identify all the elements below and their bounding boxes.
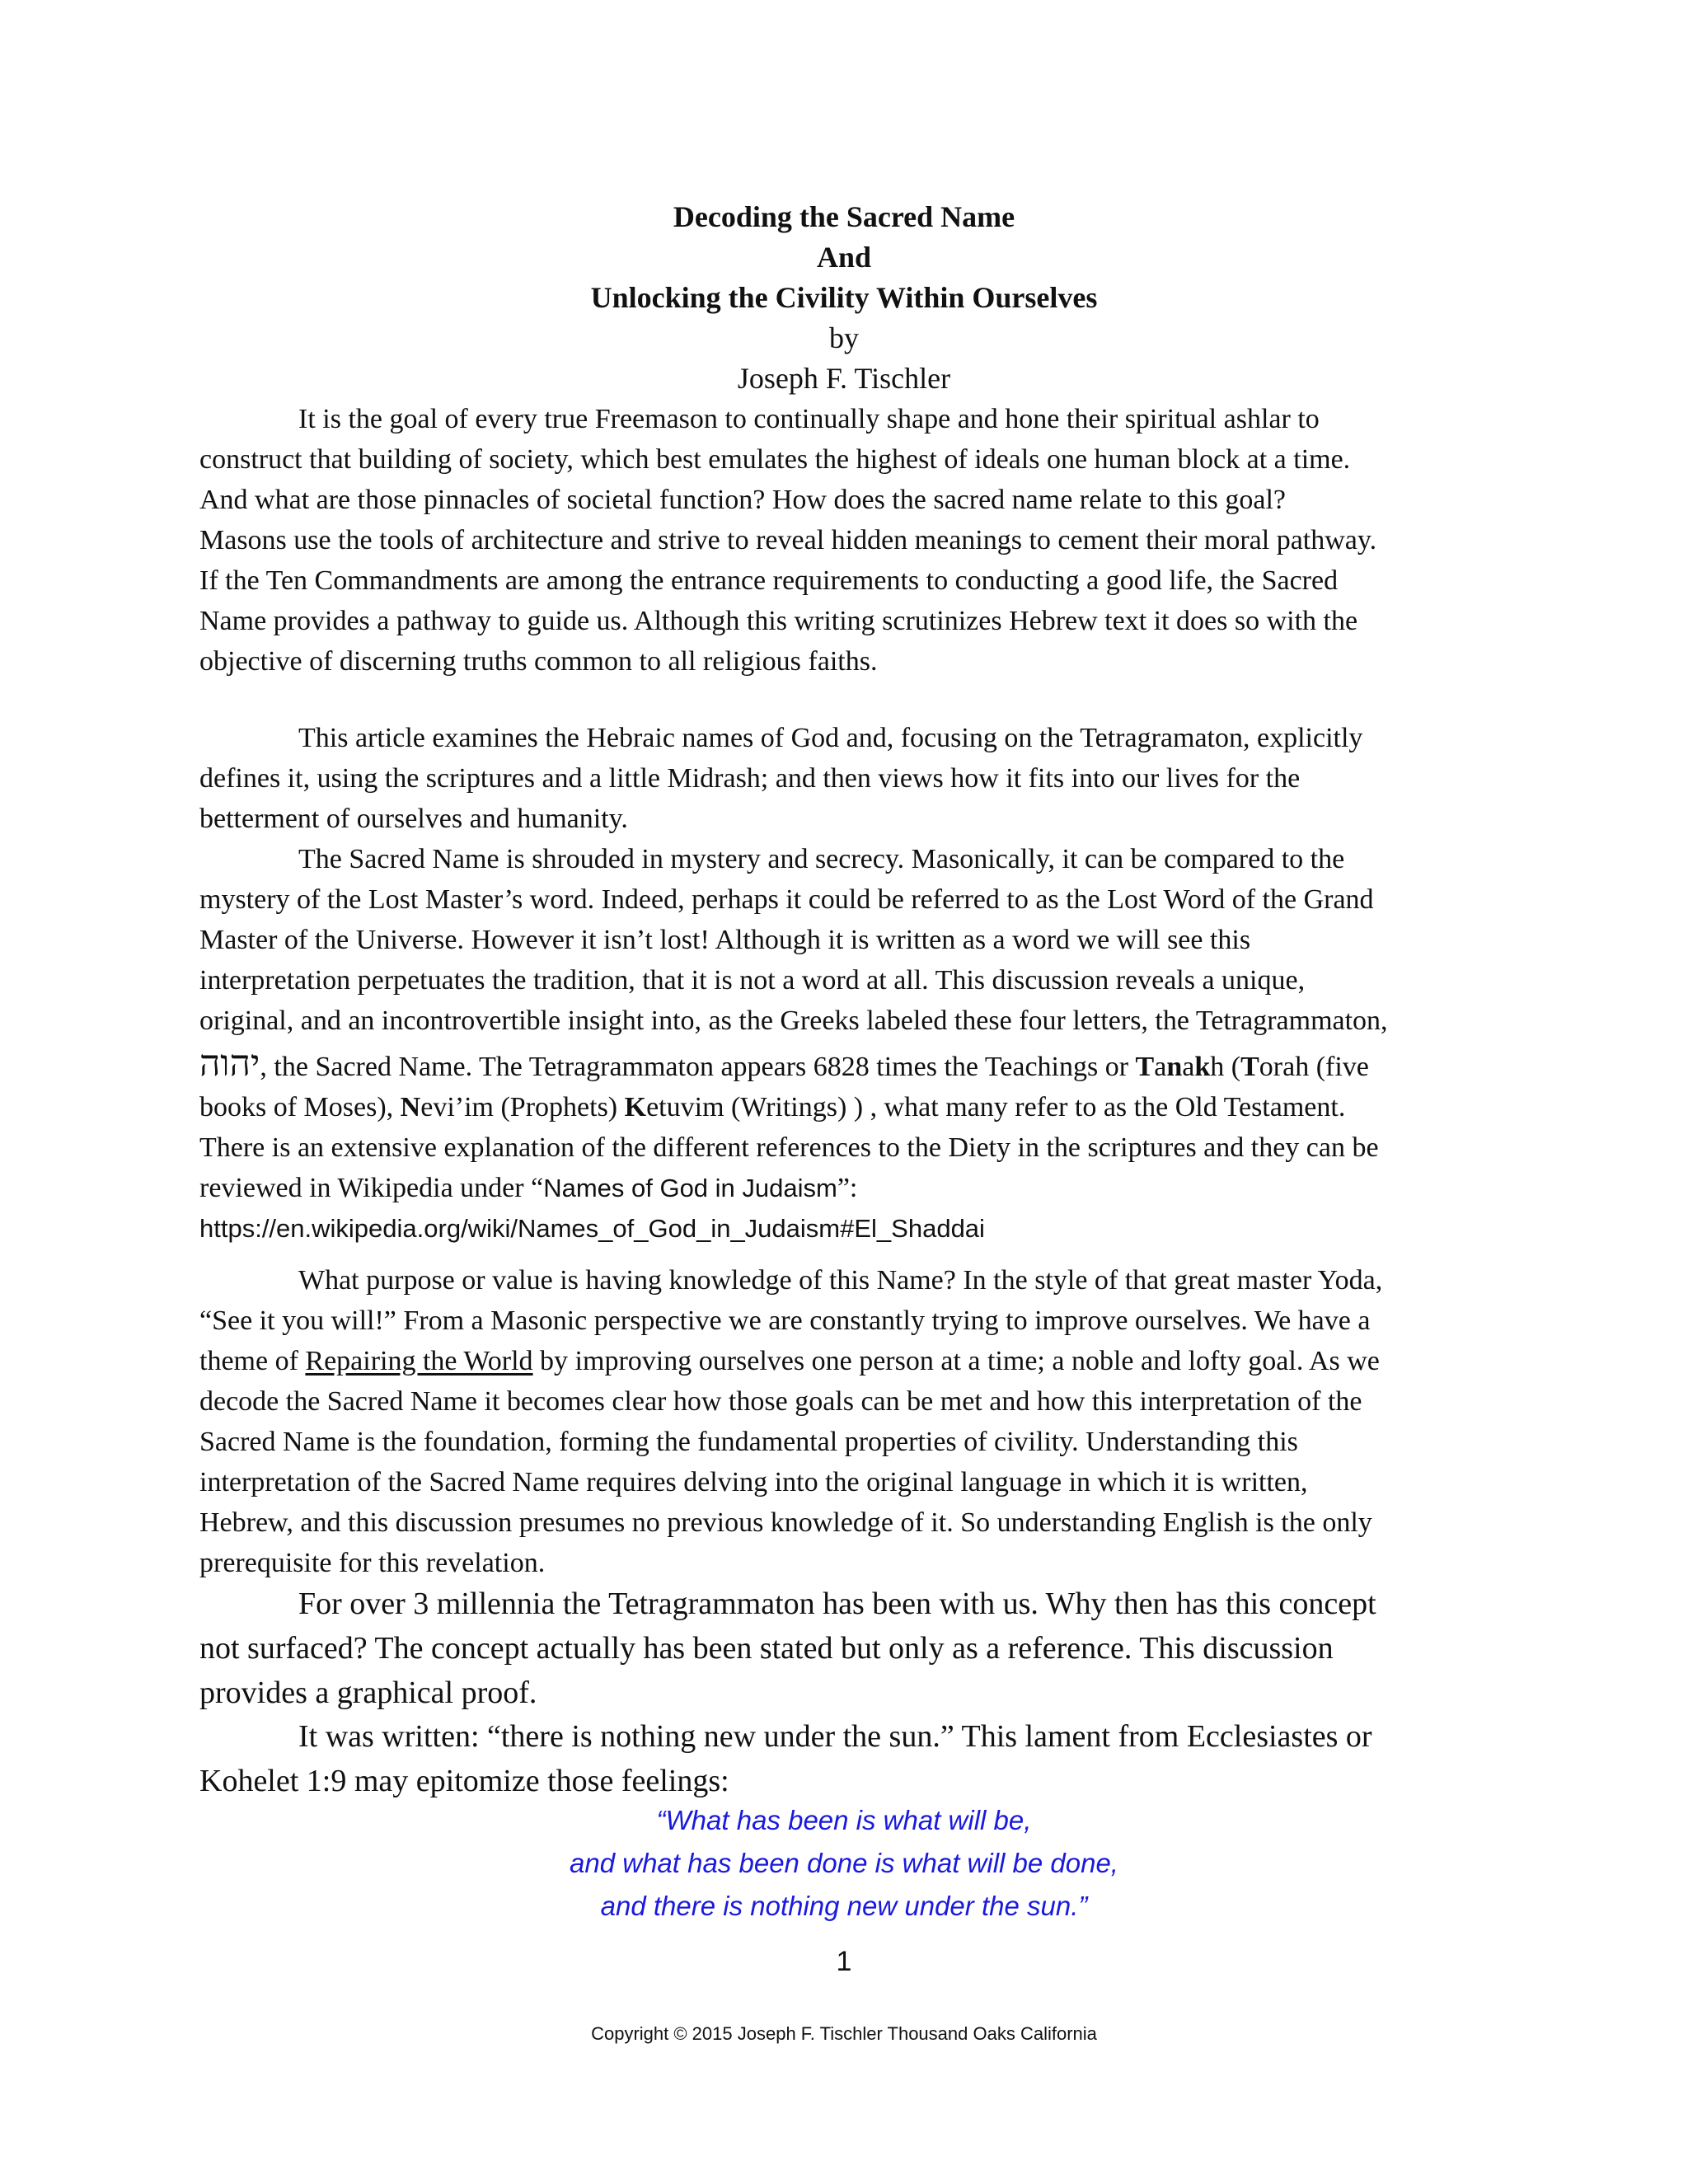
text-line: construct that building of society, which best emulates the highest of ideals one human block at a time. [199, 444, 1351, 475]
text-span: ”: [837, 1173, 858, 1203]
text-line: interpretation of the Sacred Name requires delving into the original language in which it is written, [199, 1467, 1308, 1497]
text-line: decode the Sacred Name it becomes clear how those goals can be met and how this interpretation of the [199, 1386, 1362, 1417]
text-line: Name provides a pathway to guide us. Although this writing scrutinizes Hebrew text it does so with the [199, 606, 1358, 636]
title-line-1: Decoding the Sacred Name [673, 200, 1015, 233]
text-line: The Sacred Name is shrouded in mystery and secrecy. Masonically, it can be compared to the [298, 844, 1345, 874]
text-line: It was written: “there is nothing new under the sun.” This lament from Ecclesiastes or [298, 1719, 1372, 1754]
text-span: a [1154, 1052, 1167, 1082]
quote-line: and there is nothing new under the sun.” [600, 1891, 1088, 1921]
text-span: etuvim (Writings) ) , what many refer to as the Old Testament. [646, 1092, 1346, 1122]
repairing-the-world-link[interactable]: Repairing the World [305, 1346, 533, 1376]
paragraph-sacred-name [199, 839, 1388, 1249]
text-line [199, 1168, 1388, 1208]
paragraph-millennia [199, 1582, 1376, 1715]
author-name: Joseph F. Tischler [737, 362, 951, 395]
text-line [199, 1041, 1388, 1087]
tetragrammaton-hebrew: יהוה [199, 1043, 260, 1084]
wikipedia-url-link[interactable]: https://en.wikipedia.org/wiki/Names_of_God_in_Judaism#El_Shaddai [199, 1214, 985, 1243]
title-line-3: Unlocking the Civility Within Ourselves [590, 281, 1098, 314]
text-span: h ( [1210, 1052, 1241, 1082]
text-line: defines it, using the scriptures and a little Midrash; and then views how it fits into our lives for the [199, 763, 1301, 794]
text-line: prerequisite for this revelation. [199, 1548, 546, 1578]
text-line [199, 1341, 1382, 1381]
text-span: , the Sacred Name. The Tetragrammaton appears 6828 times the Teachings or [260, 1052, 1136, 1082]
text-line: betterment of ourselves and humanity. [199, 804, 628, 834]
text-line: mystery of the Lost Master’s word. Indeed, perhaps it could be referred to as the Lost Word of the Grand [199, 884, 1374, 915]
text-span: evi’im (Prophets) [420, 1092, 625, 1122]
text-line: original, and an incontrovertible insight into, as the Greeks labeled these four letters, the Tetragrammaton, [199, 1005, 1388, 1036]
text-span: orah (five [1259, 1052, 1369, 1082]
text-span: theme of [199, 1346, 306, 1376]
text-line: For over 3 millennia the Tetragrammaton has been with us. Why then has this concept [298, 1586, 1376, 1621]
text-span: books of Moses), [199, 1092, 401, 1122]
paragraph-intro [199, 399, 1376, 682]
text-line: Kohelet 1:9 may epitomize those feelings: [199, 1764, 729, 1798]
text-line [199, 1087, 1388, 1127]
acronym-letter: N [400, 1092, 421, 1122]
text-span: reviewed in Wikipedia under “ [199, 1173, 544, 1203]
text-line: There is an extensive explanation of the different references to the Diety in the scriptures and they can be [199, 1132, 1379, 1163]
quote-line: “What has been is what will be, [656, 1805, 1032, 1835]
acronym-letter: n [1166, 1052, 1183, 1082]
text-line: Hebrew, and this discussion presumes no previous knowledge of it. So understanding English is the only [199, 1507, 1372, 1538]
text-span: a [1182, 1052, 1195, 1082]
title-line-2: And [816, 241, 872, 274]
paragraph-ecclesiastes [199, 1714, 1372, 1803]
acronym-letter: k [1194, 1052, 1211, 1082]
acronym-letter: K [624, 1092, 647, 1122]
wikipedia-title: Names of God in Judaism [543, 1174, 837, 1202]
text-line: “See it you will!” From a Masonic perspective we are constantly trying to improve ourselves. We have a [199, 1305, 1371, 1336]
by-line: by [829, 321, 859, 354]
text-line: objective of discerning truths common to all religious faiths. [199, 646, 878, 677]
acronym-letter: T [1135, 1052, 1155, 1082]
text-line: Masons use the tools of architecture and strive to reveal hidden meanings to cement their moral pathway. [199, 525, 1377, 555]
quote-line: and what has been done is what will be done, [570, 1848, 1118, 1878]
text-line: It is the goal of every true Freemason to continually shape and hone their spiritual ashlar to [298, 404, 1320, 434]
paragraph-article [199, 718, 1362, 839]
page-number: 1 [836, 1946, 852, 1977]
text-line: If the Ten Commandments are among the entrance requirements to conducting a good life, the Sacred [199, 565, 1339, 596]
copyright-footer: Copyright © 2015 Joseph F. Tischler Thousand Oaks California [591, 2023, 1097, 2044]
text-line: Sacred Name is the foundation, forming the fundamental properties of civility. Understanding this [199, 1427, 1298, 1457]
text-span: by improving ourselves one person at a time; a noble and lofty goal. As we [532, 1346, 1380, 1376]
text-line: This article examines the Hebraic names of God and, focusing on the Tetragramaton, explicitly [298, 723, 1363, 753]
text-line: provides a graphical proof. [199, 1675, 537, 1710]
paragraph-purpose [199, 1260, 1382, 1583]
text-line: Master of the Universe. However it isn’t lost! Although it is written as a word we will see this [199, 925, 1251, 955]
text-line: interpretation perpetuates the tradition, that it is not a word at all. This discussion reveals a unique, [199, 965, 1306, 996]
acronym-letter: T [1240, 1052, 1259, 1082]
text-line: What purpose or value is having knowledge of this Name? In the style of that great master Yoda, [298, 1265, 1383, 1296]
text-line: not surfaced? The concept actually has been stated but only as a reference. This discussion [199, 1631, 1334, 1666]
text-line: And what are those pinnacles of societal function? How does the sacred name relate to this goal? [199, 485, 1286, 515]
